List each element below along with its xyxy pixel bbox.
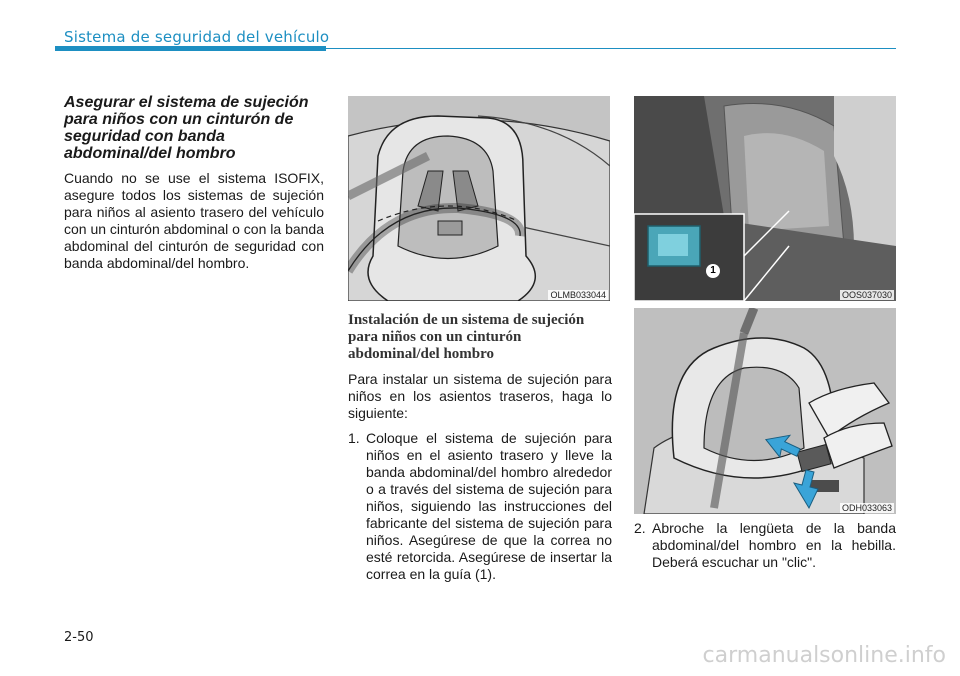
figure-code: OOS037030 [841,290,892,300]
callout-number: 1 [710,265,716,276]
section-body: Cuando no se use el sistema ISOFIX, asegure todos los sistemas de sujeción para niños al asiento trasero del vehículo con un cinturón abdominal o con la banda abdominal del cinturón de seguridad con banda abdominal/del hombro. [64,170,324,271]
step-text: Coloque el sistema de sujeción para niños en el asiento trasero y lleve la banda abdominal/del hombro alrededor o a través del sistema de sujeción para niños, siguiendo las instrucciones del fabricante del sistema de sujeción para niños. Asegúrese de que la correa no esté retorcida. Asegúrese de insertar la correa en la guía (1). [366,430,612,582]
step-2 [634,520,896,571]
figure-code: ODH033063 [841,503,892,513]
middle-column [348,312,612,583]
step-number: 1. [348,430,360,446]
header-rule-accent [55,46,326,51]
header-rule [326,48,896,49]
watermark: carmanualsonline.info [702,643,946,668]
step-text: Abroche la lengüeta de la banda abdominal/del hombro en la hebilla. Deberá escuchar un "clic". [652,520,896,570]
section-title: Asegurar el sistema de sujeción para niños con un cinturón de seguridad con banda abdominal/del hombro [64,94,309,162]
figure-rear-seat-photo [634,96,896,301]
left-column [64,94,324,272]
child-seat-illustration [348,96,610,301]
section-header-title: Sistema de seguridad del vehículo [64,28,330,46]
callout-number-marker [706,264,720,278]
page-number: 2-50 [64,630,94,645]
figure-child-seat-bench [348,96,610,301]
figure-buckle [634,308,896,514]
figure-code: OLMB033044 [550,290,606,300]
step-number: 2. [634,520,646,536]
buckle-illustration [634,308,896,514]
rear-seat-photo-illustration [634,96,896,301]
subsection-intro: Para instalar un sistema de sujeción para niños en los asientos traseros, haga lo siguiente: [348,371,612,421]
step-1 [348,430,612,583]
right-column [634,520,896,571]
subsection-title: Instalación de un sistema de sujeción para niños con un cinturón abdominal/del hombro [348,312,585,362]
